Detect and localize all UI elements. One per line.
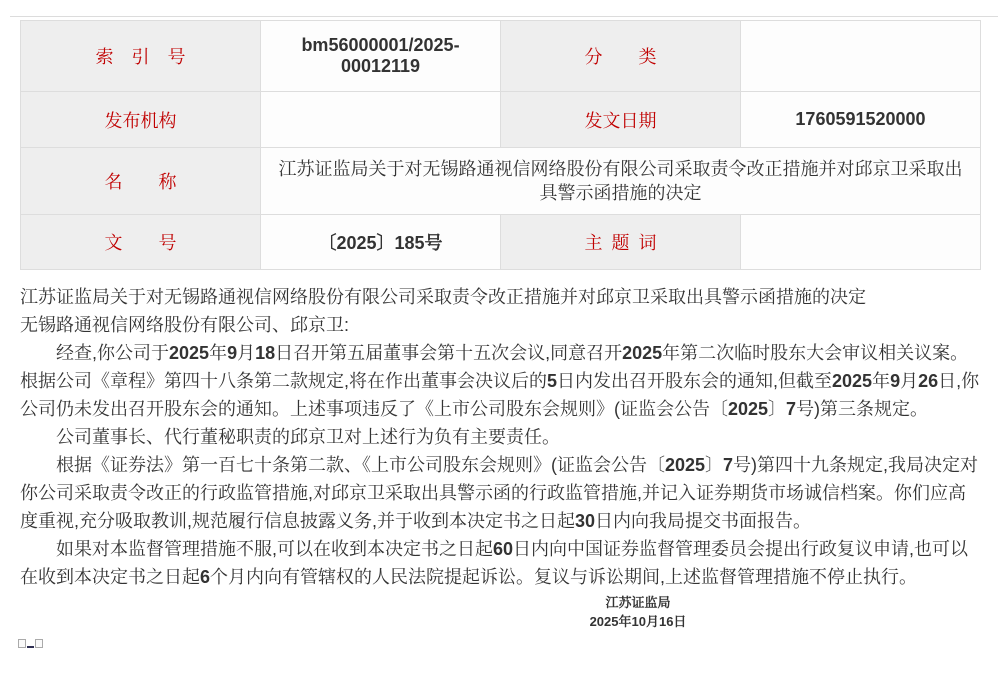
- meta-label-pub-date: 发文日期: [501, 92, 741, 148]
- meta-label-name: 名 称: [21, 148, 261, 215]
- top-divider-line: [10, 16, 998, 17]
- signature-authority: 江苏证监局: [605, 595, 671, 610]
- meta-row-name: [21, 148, 981, 215]
- signature-date: 2025年10月16日: [589, 614, 687, 629]
- paragraph-findings: 经查,你公司于2025年9月18日召开第五届董事会第十五次会议,同意召开2025年第二次临时股东大会审议相关议案。根据公司《章程》第四十八条第二款规定,将在作出董事会决议后的5日内发出召开股东会的通知,但截至2025年9月26日,你公司仍未发出召开股东会的通知。上述事项违反了《上市公司股东会规则》(证监会公告〔2025〕7号)第三条规定。: [20, 343, 980, 419]
- meta-value-keywords: [741, 215, 981, 270]
- signature-block: [20, 593, 980, 631]
- broken-attachment-icons[interactable]: [18, 638, 43, 648]
- paragraph-decision: 根据《证券法》第一百七十条第二款、《上市公司股东会规则》(证监会公告〔2025〕7号)第四十九条规定,我局决定对你公司采取责令改正的行政监管措施,对邱京卫采取出具警示函的行政监管措施,并记入证券期货市场诚信档案。你们应高度重视,充分吸取教训,规范履行信息披露义务,并于收到本决定书之日起30日内向我局提交书面报告。: [20, 455, 979, 531]
- meta-value-name: 江苏证监局关于对无锡路通视信网络股份有限公司采取责令改正措施并对邱京卫采取出具警示函措施的决定: [261, 148, 981, 215]
- meta-row-publisher: [21, 92, 981, 148]
- broken-image-icon: [35, 639, 43, 648]
- paragraph-appeal: 如果对本监督管理措施不服,可以在收到本决定书之日起60日内向中国证券监督管理委员会提出行政复议申请,也可以在收到本决定书之日起6个月内向有管辖权的人民法院提起诉讼。复议与诉讼期间,上述监督管理措施不停止执行。: [20, 539, 969, 587]
- meta-value-category: [741, 21, 981, 92]
- link-underscore: [27, 646, 34, 648]
- document-title: 江苏证监局关于对无锡路通视信网络股份有限公司采取责令改正措施并对邱京卫采取出具警示函措施的决定: [20, 287, 866, 307]
- meta-row-doc-no: [21, 215, 981, 270]
- meta-label-keywords: 主 题 词: [501, 215, 741, 270]
- meta-value-index-no: bm56000001/2025-00012119: [261, 21, 501, 92]
- meta-value-pub-date: 1760591520000: [741, 92, 981, 148]
- paragraph-responsibility: 公司董事长、代行董秘职责的邱京卫对上述行为负有主要责任。: [56, 427, 560, 447]
- meta-label-publisher: 发布机构: [21, 92, 261, 148]
- meta-label-index-no: 索 引 号: [21, 21, 261, 92]
- document-body: [20, 283, 980, 631]
- meta-label-doc-no: 文 号: [21, 215, 261, 270]
- document-salutation: 无锡路通视信网络股份有限公司、邱京卫:: [20, 315, 349, 335]
- meta-row-index: [21, 21, 981, 92]
- meta-label-category: 分 类: [501, 21, 741, 92]
- broken-image-icon: [18, 639, 26, 648]
- document-meta-table: [20, 20, 981, 270]
- meta-value-publisher: [261, 92, 501, 148]
- meta-value-doc-no: 〔2025〕185号: [261, 215, 501, 270]
